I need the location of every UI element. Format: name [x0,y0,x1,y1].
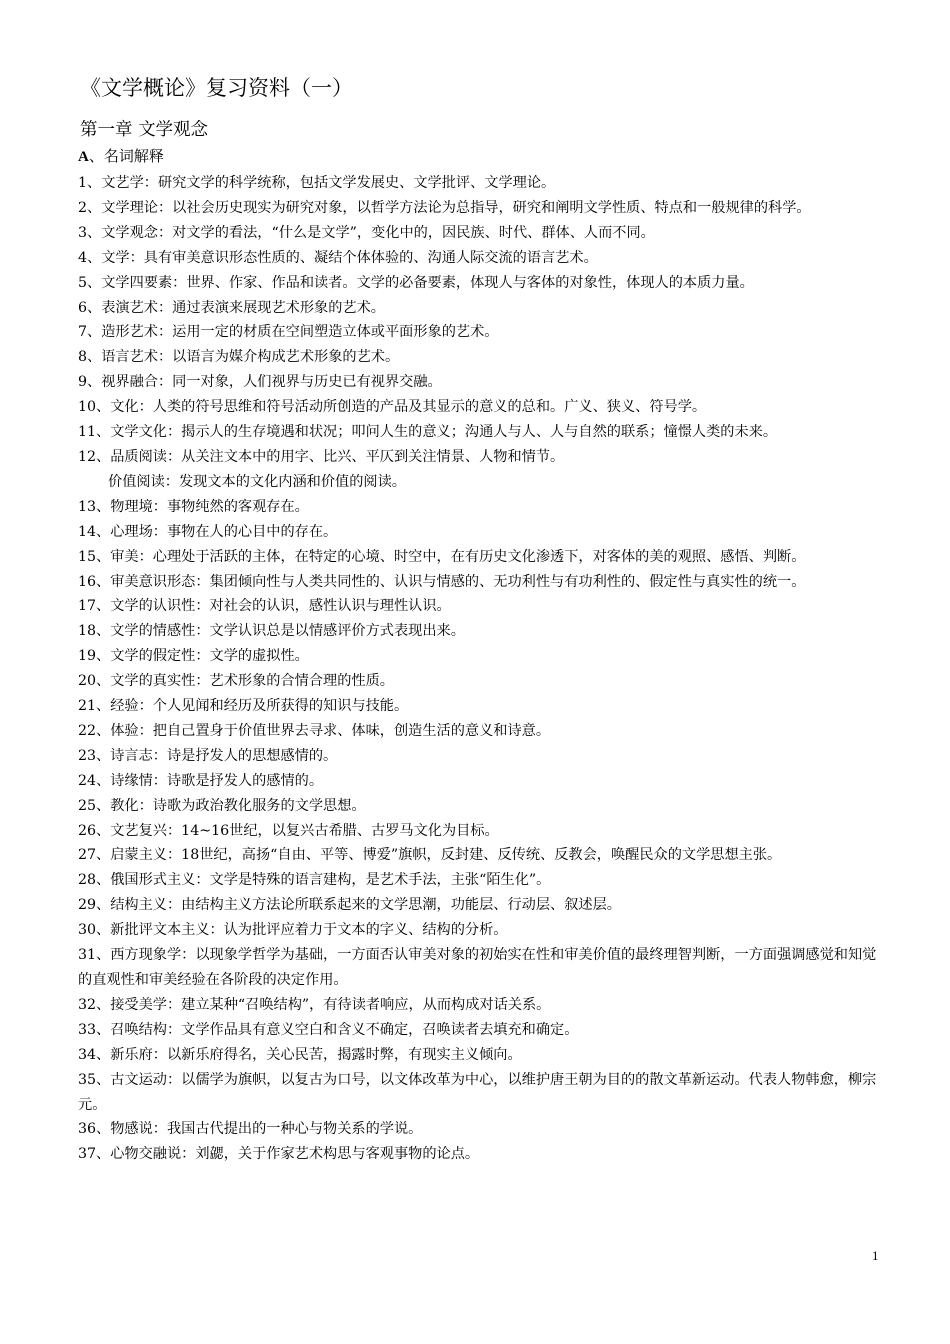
term-entry: 5、文学四要素：世界、作家、作品和读者。文学的必备要素，体现人与客体的对象性，体现人的本质力量。 [78,274,754,291]
term-entry: 16、审美意识形态：集团倾向性与人类共同性的、认识与情感的、无功利性与有功利性的、假定性与真实性的统一。 [78,573,806,590]
term-entry: 25、教化：诗歌为政治教化服务的文学思想。 [78,797,366,814]
term-entry: 35、古文运动：以儒学为旗帜，以复古为口号，以文体改革为中心，以维护唐王朝为目的的散文革新运动。代表人物韩愈，柳宗元。 [78,1071,877,1113]
term-entry: 37、心物交融说：刘勰，关于作家艺术构思与客观事物的论点。 [78,1146,480,1163]
term-entry: 17、文学的认识性：对社会的认识，感性认识与理性认识。 [78,598,451,615]
section-label: 、名词解释 [88,147,164,165]
term-entry: 33、召唤结构：文学作品具有意义空白和含义不确定，召唤读者去填充和确定。 [78,1021,579,1038]
term-entry: 12、品质阅读：从关注文本中的用字、比兴、平仄到关注情景、人物和情节。 [78,448,565,465]
chapter-heading: 第一章 文学观念 [80,120,209,140]
term-entry: 6、表演艺术：通过表演来展现艺术形象的艺术。 [78,299,385,316]
term-entry: 2、文学理论：以社会历史现实为研究对象，以哲学方法论为总指导，研究和阐明文学性质、特点和一般规律的科学。 [78,199,811,216]
term-entry: 24、诗缘情：诗歌是抒发人的感情的。 [78,772,324,789]
term-entry: 28、俄国形式主义：文学是特殊的语言建构，是艺术手法，主张“陌生化”。 [78,872,551,889]
term-entry: 21、经验：个人见闻和经历及所获得的知识与技能。 [78,698,409,715]
term-entry: 34、新乐府：以新乐府得名，关心民苦，揭露时弊，有现实主义倾向。 [78,1046,522,1063]
term-entry-sub: 价值阅读：发现文本的文化内涵和价值的阅读。 [108,473,406,490]
term-entry: 26、文艺复兴：14~16世纪，以复兴古希腊、古罗马文化为目标。 [78,822,499,839]
term-entry: 15、审美：心理处于活跃的主体，在特定的心境、时空中，在有历史文化渗透下，对客体的美的观照、感悟、判断。 [78,548,806,565]
term-entry: 32、接受美学：建立某种“召唤结构”，有待读者响应，从而构成对话关系。 [78,996,551,1013]
term-entry: 36、物感说：我国古代提出的一种心与物关系的学说。 [78,1121,423,1138]
section-letter: A [78,149,89,165]
term-entry: 14、心理场：事物在人的心目中的存在。 [78,523,338,540]
term-entry: 1、文艺学：研究文学的科学统称，包括文学发展史、文学批评、文学理论。 [78,175,556,191]
term-entry: 10、文化：人类的符号思维和符号活动所创造的产品及其显示的意义的总和。广义、狭义、符号学。 [78,399,707,416]
term-entry: 11、文学文化：揭示人的生存境遇和状况；叩问人生的意义；沟通人与人、人与自然的联系；憧憬人类的未来。 [78,424,778,441]
term-entry: 7、造形艺术：运用一定的材质在空间塑造立体或平面形象的艺术。 [78,324,499,341]
term-entry: 23、诗言志：诗是抒发人的思想感情的。 [78,747,338,764]
term-entry: 31、西方现象学：以现象学哲学为基础，一方面否认审美对象的初始实在性和审美价值的最终理智判断，一方面强调感觉和知觉的直观性和审美经验在各阶段的决定作用。 [78,947,877,988]
term-entry: 9、视界融合：同一对象，人们视界与历史已有视界交融。 [78,374,442,391]
term-entry: 3、文学观念：对文学的看法，“什么是文学”，变化中的，因民族、时代、群体、人而不同。 [78,224,655,241]
term-entry: 13、物理境：事物纯然的客观存在。 [78,498,309,515]
document-title: 《文学概论》复习资料（一） [80,76,353,100]
term-entry: 8、语言艺术：以语言为媒介构成艺术形象的艺术。 [78,349,400,366]
section-heading [78,146,164,167]
term-entry: 29、结构主义：由结构主义方法论所联系起来的文学思潮，功能层、行动层、叙述层。 [78,897,621,914]
page-number: 1 [872,1248,879,1263]
term-list [78,171,884,1167]
term-entry: 18、文学的情感性：文学认识总是以情感评价方式表现出来。 [78,623,465,640]
term-entry: 4、文学：具有审美意识形态性质的、凝结个体体验的、沟通人际交流的语言艺术。 [78,249,598,266]
term-entry: 22、体验：把自己置身于价值世界去寻求、体味，创造生活的意义和诗意。 [78,722,551,739]
term-entry: 20、文学的真实性：艺术形象的合情合理的性质。 [78,673,394,690]
term-entry: 30、新批评文本主义：认为批评应着力于文本的字义、结构的分析。 [78,922,508,939]
term-entry: 27、启蒙主义：18世纪，高扬“自由、平等、博爱”旗帜，反封建、反传统、反教会，唤醒民众的文学思想主张。 [78,847,782,864]
term-entry: 19、文学的假定性：文学的虚拟性。 [78,648,309,665]
